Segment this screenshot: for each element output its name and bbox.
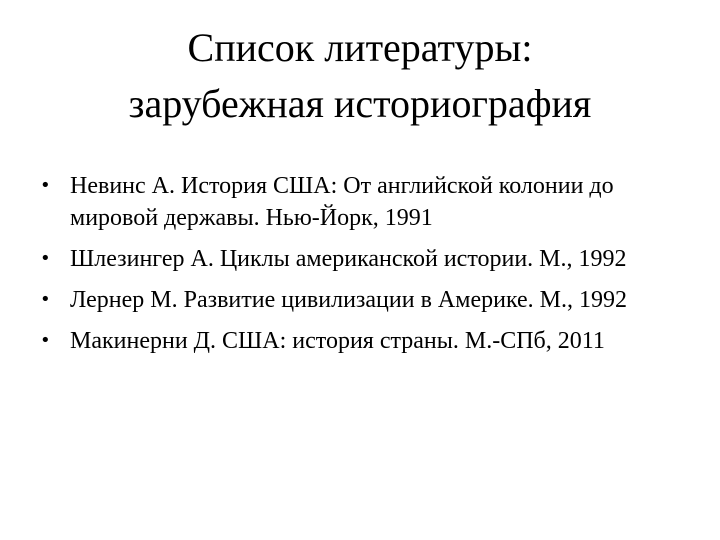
bibliography-item-text: Макинерни Д. США: история страны. М.-СПб, 2011 [70, 328, 605, 354]
bullet-icon: • [40, 248, 51, 269]
bibliography-item [36, 284, 686, 316]
slide-title [36, 20, 684, 132]
bibliography-item [36, 170, 686, 234]
bibliography-list [36, 170, 686, 366]
bullet-icon: • [40, 289, 51, 310]
bibliography-item-text: Лернер М. Развитие цивилизации в Америке. М., 1992 [70, 287, 627, 313]
slide-title-line-1: Список литературы: [187, 25, 533, 70]
slide-title-line-2: зарубежная историография [128, 81, 592, 126]
bullet-icon: • [40, 330, 51, 351]
bibliography-item [36, 243, 686, 275]
bibliography-item-text: Шлезингер А. Циклы американской истории. М., 1992 [70, 246, 627, 272]
bibliography-item [36, 325, 686, 357]
bibliography-item-text: Невинс А. История США: От английской колонии до мировой державы. Нью-Йорк, 1991 [70, 173, 614, 231]
bullet-icon: • [40, 175, 51, 196]
